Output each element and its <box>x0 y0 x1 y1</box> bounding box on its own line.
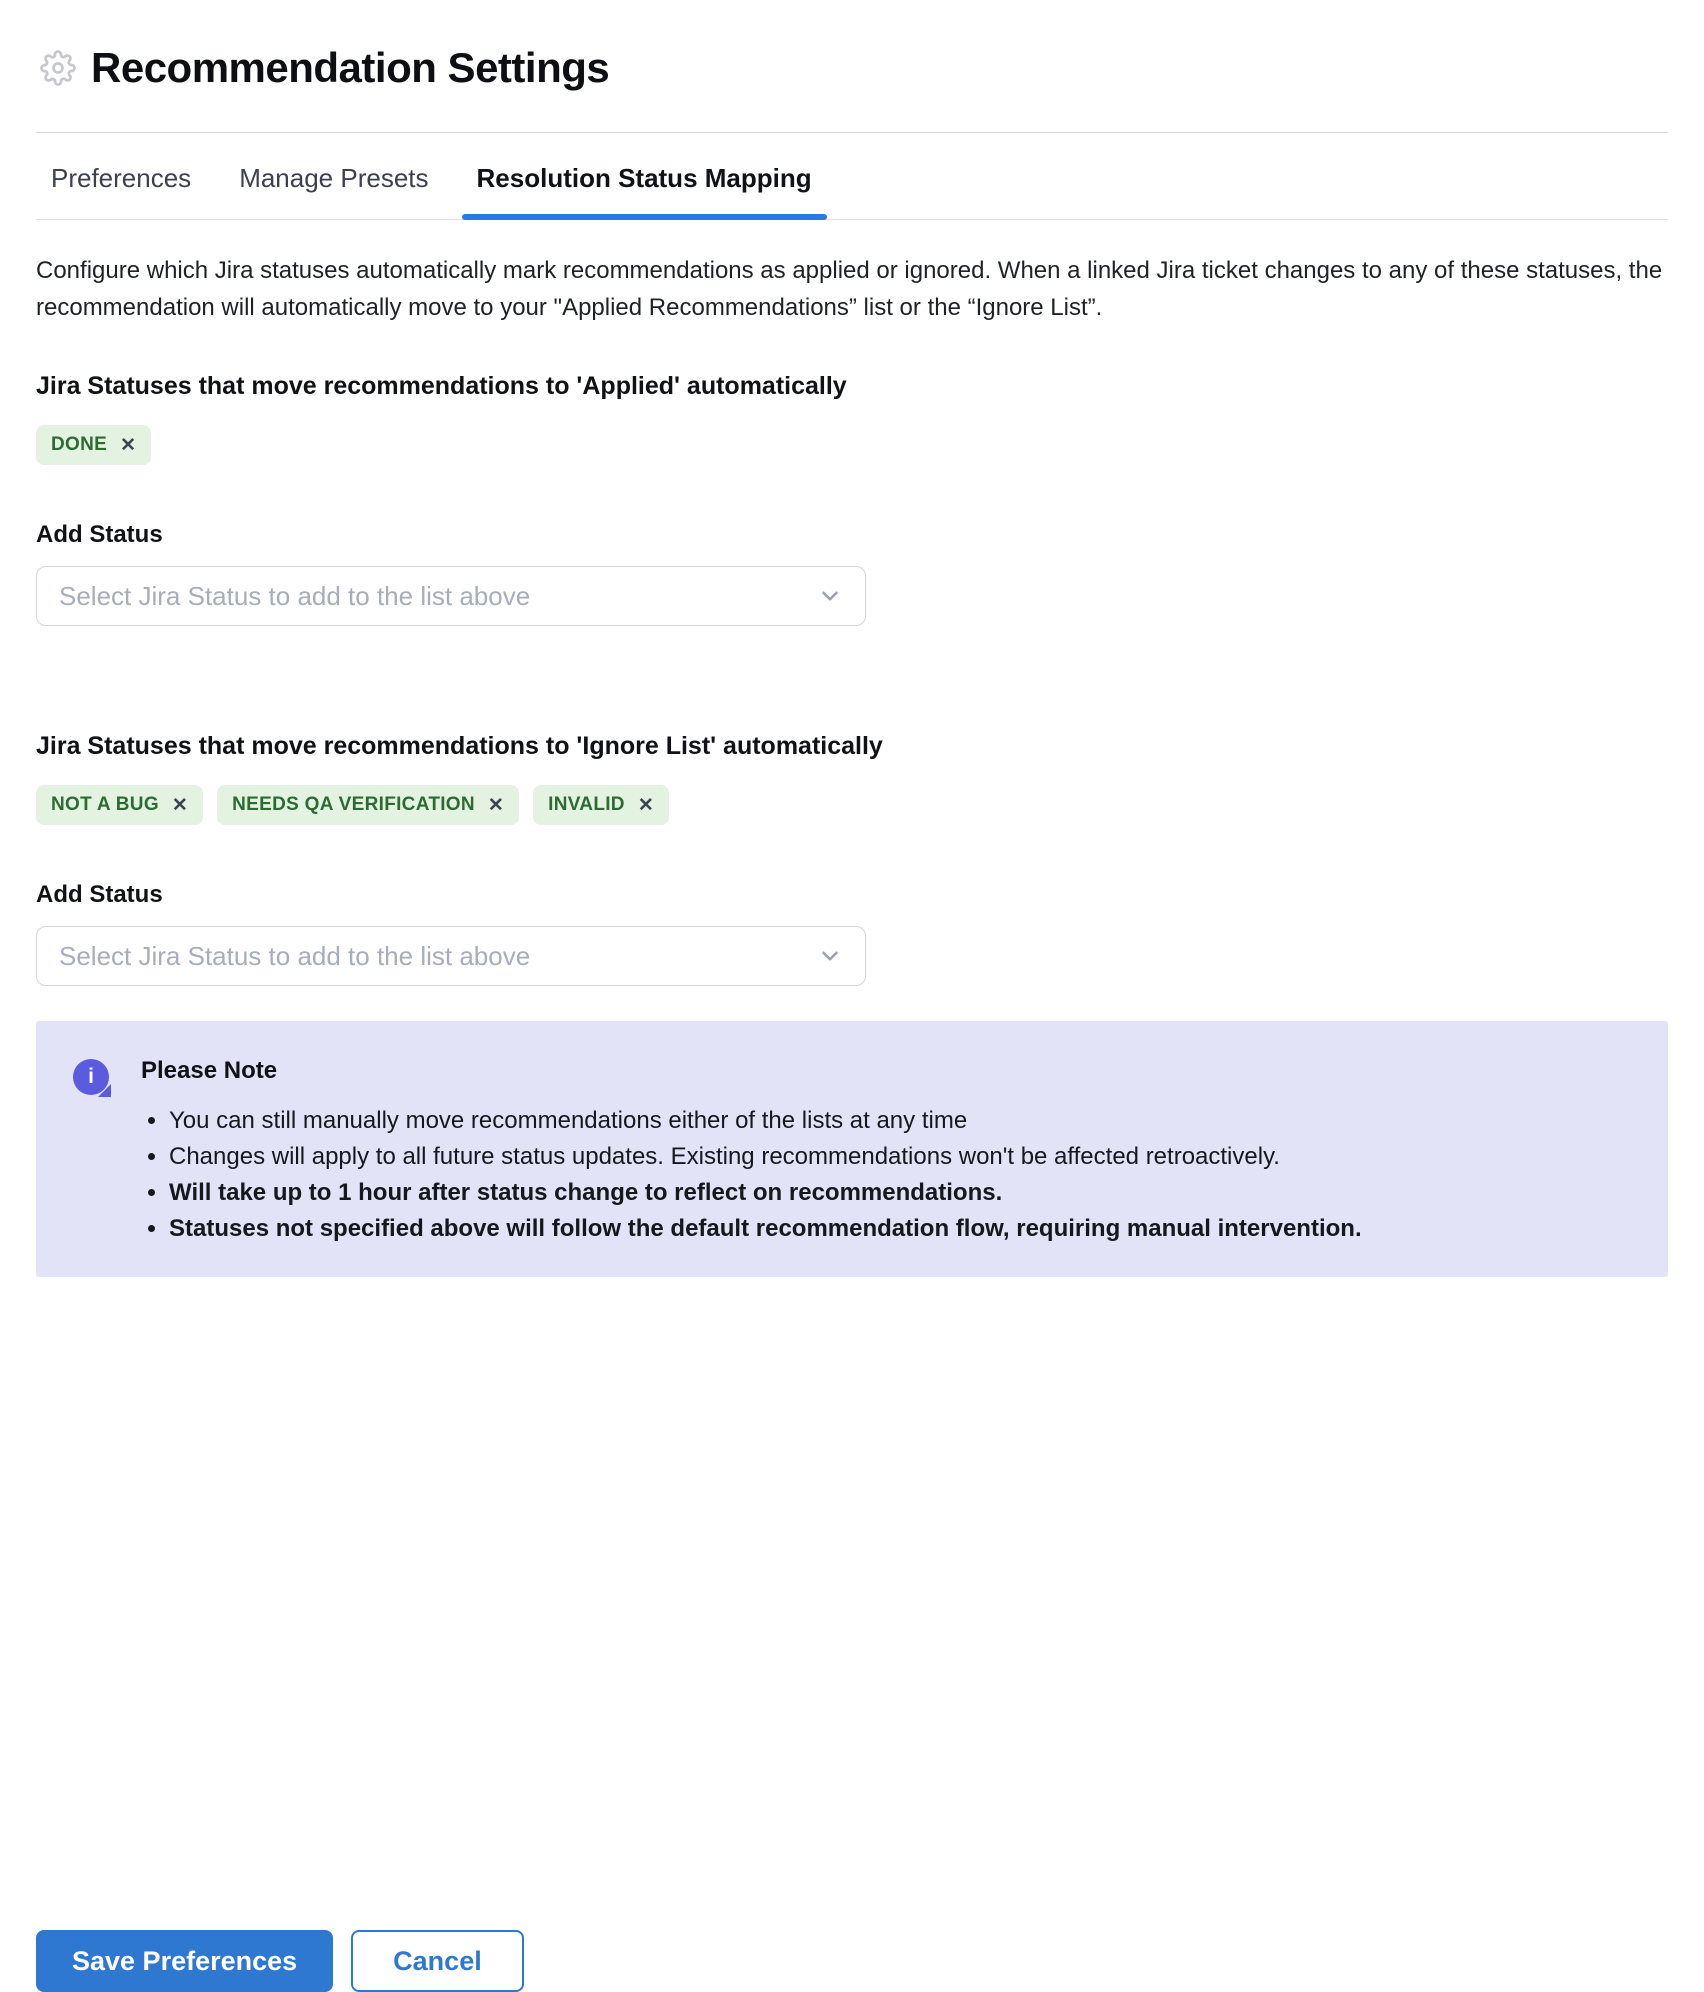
applied-select-placeholder: Select Jira Status to add to the list above <box>59 580 531 611</box>
applied-add-status-label: Add Status <box>36 521 163 548</box>
remove-status-icon[interactable]: ✕ <box>487 794 505 816</box>
status-chip-invalid <box>533 785 669 825</box>
tab-preferences[interactable]: Preferences <box>51 163 192 193</box>
note-bullet: • Statuses not specified above will follow the default recommendation flow, requiring manual intervention. <box>169 1211 1362 1247</box>
page-header <box>40 0 1668 92</box>
please-note-callout <box>36 1021 1668 1277</box>
ignore-select-placeholder: Select Jira Status to add to the list above <box>59 940 531 971</box>
note-content <box>141 1057 1362 1247</box>
gear-icon <box>40 50 76 86</box>
status-chip-label: INVALID <box>548 794 625 815</box>
cancel-button[interactable]: Cancel <box>351 1930 524 1992</box>
note-bullet-list <box>141 1103 1362 1247</box>
ignore-section-heading: Jira Statuses that move recommendations to 'Ignore List' automatically <box>36 732 883 760</box>
remove-status-icon[interactable]: ✕ <box>637 794 655 816</box>
note-bullet: • You can still manually move recommendations either of the lists at any time <box>169 1103 1362 1139</box>
tab-manage-presets[interactable]: Manage Presets <box>239 163 429 193</box>
mapping-description: Configure which Jira statuses automatically mark recommendations as applied or ignored. When a linked Jira ticket changes to any of these statuses, the recommendation will automatically move to your "Applied Recommendations” list or the “Ignore List”. <box>36 257 1663 321</box>
page-title: Recommendation Settings <box>91 44 610 91</box>
status-chip-done <box>36 425 151 465</box>
status-chip-not-a-bug <box>36 785 203 825</box>
status-chip-label: NEEDS QA VERIFICATION <box>232 794 475 815</box>
chevron-down-icon <box>817 583 843 609</box>
info-icon: i <box>73 1059 109 1095</box>
remove-status-icon[interactable]: ✕ <box>171 794 189 816</box>
status-chip-label: NOT A BUG <box>51 794 159 815</box>
ignore-status-chips <box>36 785 1668 825</box>
save-preferences-button[interactable]: Save Preferences <box>36 1930 333 1992</box>
note-title: Please Note <box>141 1057 278 1084</box>
ignore-status-select[interactable] <box>36 926 866 986</box>
action-buttons <box>36 1277 1668 1992</box>
applied-status-chips <box>36 425 1668 465</box>
applied-status-select[interactable] <box>36 566 866 626</box>
chevron-down-icon <box>817 943 843 969</box>
ignore-add-status-label: Add Status <box>36 881 163 908</box>
tab-resolution-status-mapping[interactable]: Resolution Status Mapping <box>462 133 827 219</box>
note-bullet: • Changes will apply to all future status updates. Existing recommendations won't be affected retroactively. <box>169 1139 1362 1175</box>
note-bullet: • Will take up to 1 hour after status change to reflect on recommendations. <box>169 1175 1362 1211</box>
status-chip-label: DONE <box>51 434 108 455</box>
settings-tabs <box>36 133 1668 220</box>
remove-status-icon[interactable]: ✕ <box>120 434 137 456</box>
status-chip-needs-qa-verification <box>217 785 519 825</box>
applied-section-heading: Jira Statuses that move recommendations to 'Applied' automatically <box>36 372 847 400</box>
